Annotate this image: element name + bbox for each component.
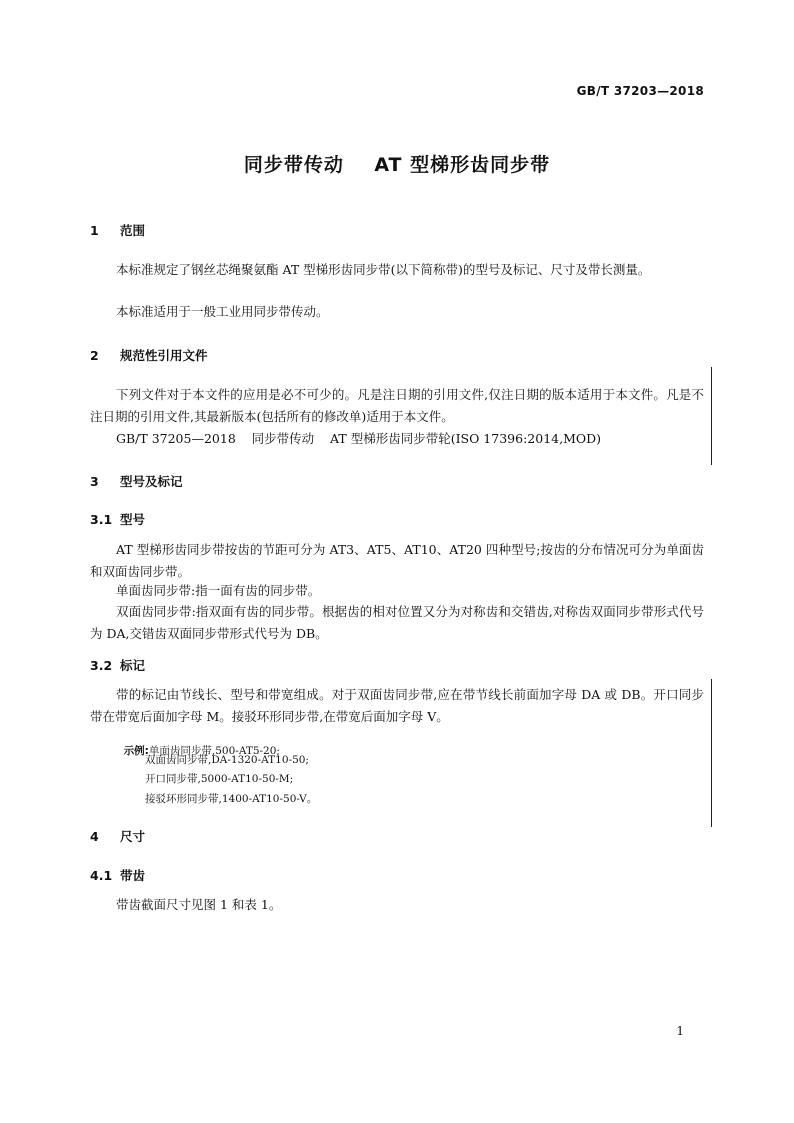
example-line-2: 双面齿同步带,DA-1320-AT10-50;	[145, 754, 309, 766]
section-3-2-paragraph-1: 带的标记由节线长、型号和带宽组成。对于双面齿同步带,应在带节线长前面加字母 DA 或 DB。开口同步带在带宽后面加字母 M。接驳环形同步带,在带宽后面加字母 V。	[90, 687, 704, 724]
section-title: 型号及标记	[120, 474, 183, 489]
section-number: 3.1	[90, 512, 113, 527]
example-text: 单面齿同步带,500-AT5-20;	[148, 745, 280, 757]
example-label: 示例:	[123, 745, 149, 757]
section-2-paragraph-1: 下列文件对于本文件的应用是必不可少的。凡是注日期的引用文件,仅注日期的版本适用于本文件。凡是不注日期的引用文件,其最新版本(包括所有的修改单)适用于本文件。	[90, 387, 704, 424]
example-line-4: 接驳环形同步带,1400-AT10-50-V。	[145, 793, 318, 805]
example-line-3: 开口同步带,5000-AT10-50-M;	[145, 773, 294, 785]
section-3-heading	[90, 472, 183, 490]
section-title: 尺寸	[120, 829, 146, 844]
page-number: 1	[676, 1024, 684, 1038]
section-title: 标记	[120, 658, 146, 673]
section-title: 型号	[120, 512, 146, 527]
section-1-paragraph-2: 本标准适用于一般工业用同步带传动。	[116, 304, 329, 319]
section-3-2-heading	[90, 656, 145, 674]
section-4-1-paragraph-1: 带齿截面尺寸见图 1 和表 1。	[116, 897, 282, 912]
section-1-paragraph-1: 本标准规定了钢丝芯绳聚氨酯 AT 型梯形齿同步带(以下简称带)的型号及标记、尺寸及带长测量。	[116, 262, 651, 277]
change-bar	[711, 367, 712, 465]
section-number: 1	[90, 223, 99, 238]
section-number: 2	[90, 348, 99, 363]
section-title: 带齿	[120, 868, 146, 883]
document-title: 同步带传动 AT 型梯形齿同步带	[243, 154, 551, 176]
section-4-1-heading	[90, 866, 145, 884]
section-4-heading	[90, 827, 145, 845]
document-code: GB/T 37203—2018	[576, 84, 704, 98]
section-number: 3.2	[90, 658, 113, 673]
section-3-1-paragraph-3: 双面齿同步带:指双面有齿的同步带。根据齿的相对位置又分为对称齿和交错齿,对称齿双面同步带形式代号为 DA,交错齿双面同步带形式代号为 DB。	[90, 604, 704, 641]
section-number: 4	[90, 829, 99, 844]
section-title: 规范性引用文件	[120, 348, 208, 363]
change-bar	[711, 679, 712, 827]
section-1-heading	[90, 221, 145, 239]
section-3-1-heading	[90, 510, 145, 528]
section-number: 4.1	[90, 868, 113, 883]
section-title: 范围	[120, 223, 146, 238]
section-2-heading	[90, 346, 208, 364]
section-3-1-paragraph-2: 单面齿同步带:指一面有齿的同步带。	[116, 583, 321, 598]
normative-reference: GB/T 37205—2018 同步带传动 AT 型梯形齿同步带轮(ISO 17396:2014,MOD)	[116, 431, 602, 446]
section-number: 3	[90, 474, 99, 489]
section-3-1-paragraph-1: AT 型梯形齿同步带按齿的节距可分为 AT3、AT5、AT10、AT20 四种型号;按齿的分布情况可分为单面齿和双面齿同步带。	[90, 542, 704, 579]
